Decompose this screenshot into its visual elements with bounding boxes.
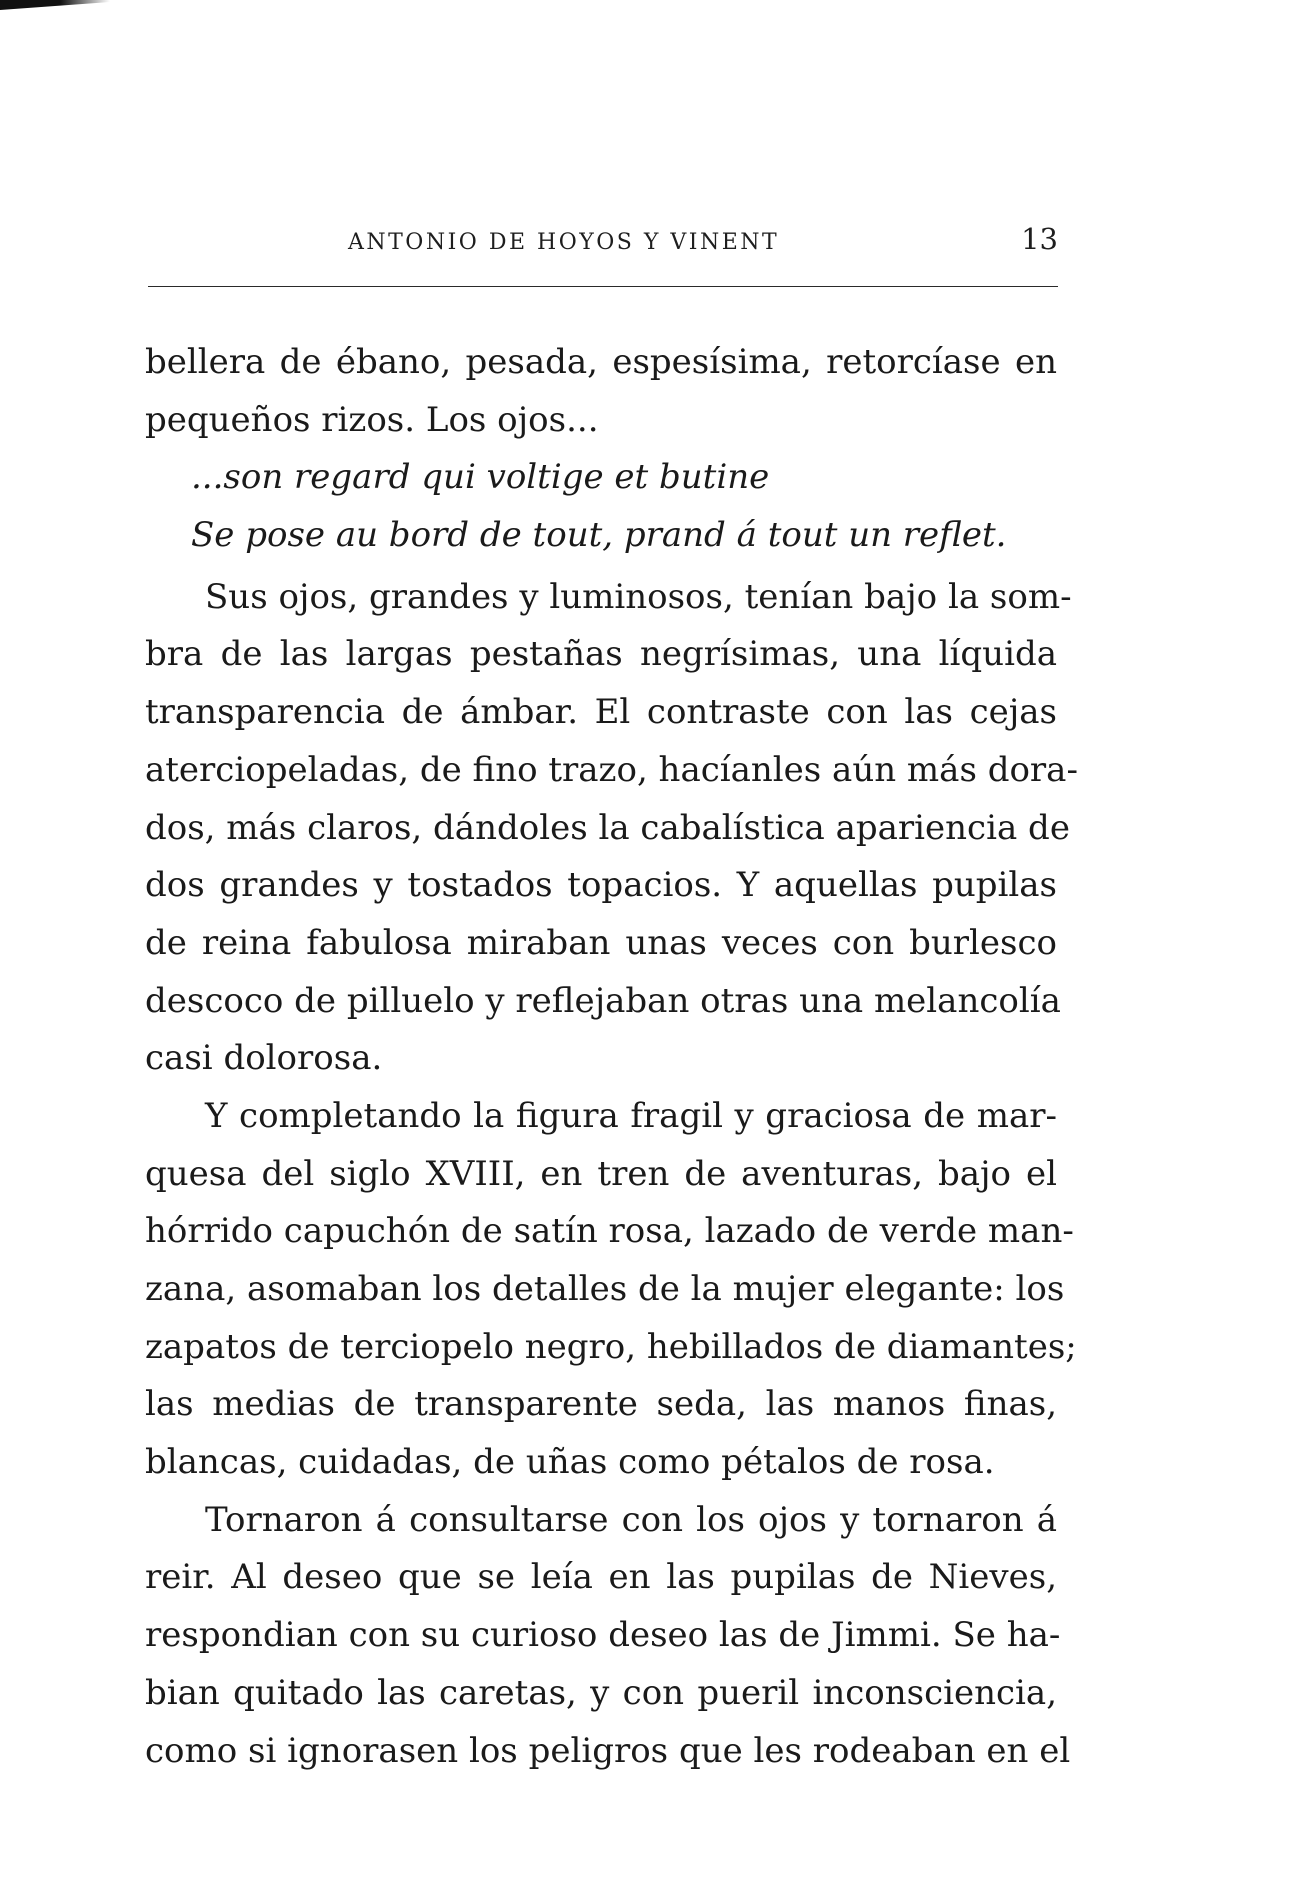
text-line: aterciopeladas, de fino trazo, hacíanles aún más dora-: [145, 749, 1078, 790]
text-line: respondian con su curioso deseo las de Jimmi. Se ha-: [145, 1615, 1061, 1656]
scan-corner-mark: [0, 0, 110, 10]
text-line: las medias de transparente seda, las manos finas,: [145, 1384, 1057, 1425]
text-line: descoco de pilluelo y reflejaban otras una melancolía: [145, 980, 1061, 1021]
page-header: [148, 222, 1058, 262]
text-line: bellera de ébano, pesada, espesísima, retorcíase en: [145, 342, 1057, 382]
text-line: Tornaron á consultarse con los ojos y tornaron á: [205, 1499, 1057, 1540]
text-line: Y completando la figura fragil y graciosa de mar-: [205, 1095, 1057, 1136]
text-line: reir. Al deseo que se leía en las pupilas de Nieves,: [145, 1557, 1057, 1598]
text-line: pequeños rizos. Los ojos...: [145, 399, 599, 440]
text-line: blancas, cuidadas, de uñas como pétalos de rosa.: [145, 1442, 995, 1483]
text-line: Sus ojos, grandes y luminosos, tenían bajo la som-: [205, 576, 1072, 617]
text-line: bra de las largas pestañas negrísimas, una líquida: [145, 634, 1057, 675]
text-line: casi dolorosa.: [145, 1038, 383, 1079]
text-line: zana, asomaban los detalles de la mujer elegante: los: [145, 1269, 1065, 1309]
running-title: ANTONIO DE HOYOS Y VINENT: [348, 230, 780, 255]
text-line: quesa del siglo XVIII, en tren de aventuras, bajo el: [145, 1153, 1057, 1194]
text-line: zapatos de terciopelo negro, hebillados de diamantes;: [145, 1326, 1077, 1367]
text-line: transparencia de ámbar. El contraste con las cejas: [145, 692, 1057, 733]
verse-line: ...son regard qui voltige et butine: [191, 457, 770, 498]
text-line: dos, más claros, dándoles la cabalística apariencia de: [145, 807, 1070, 848]
body-text: [145, 334, 1078, 1780]
text-line: como si ignorasen los peligros que les rodeaban en el: [145, 1730, 1071, 1771]
text-line: hórrido capuchón de satín rosa, lazado de verde man-: [145, 1211, 1074, 1252]
text-line: dos grandes y tostados topacios. Y aquellas pupilas: [145, 865, 1057, 906]
page-number: 13: [1021, 222, 1058, 256]
verse-line: Se pose au bord de tout, prand á tout un reflet.: [191, 515, 1007, 556]
text-line: bian quitado las caretas, y con pueril inconsciencia,: [145, 1672, 1057, 1713]
header-rule: [148, 286, 1058, 287]
text-line: de reina fabulosa miraban unas veces con burlesco: [145, 922, 1057, 963]
